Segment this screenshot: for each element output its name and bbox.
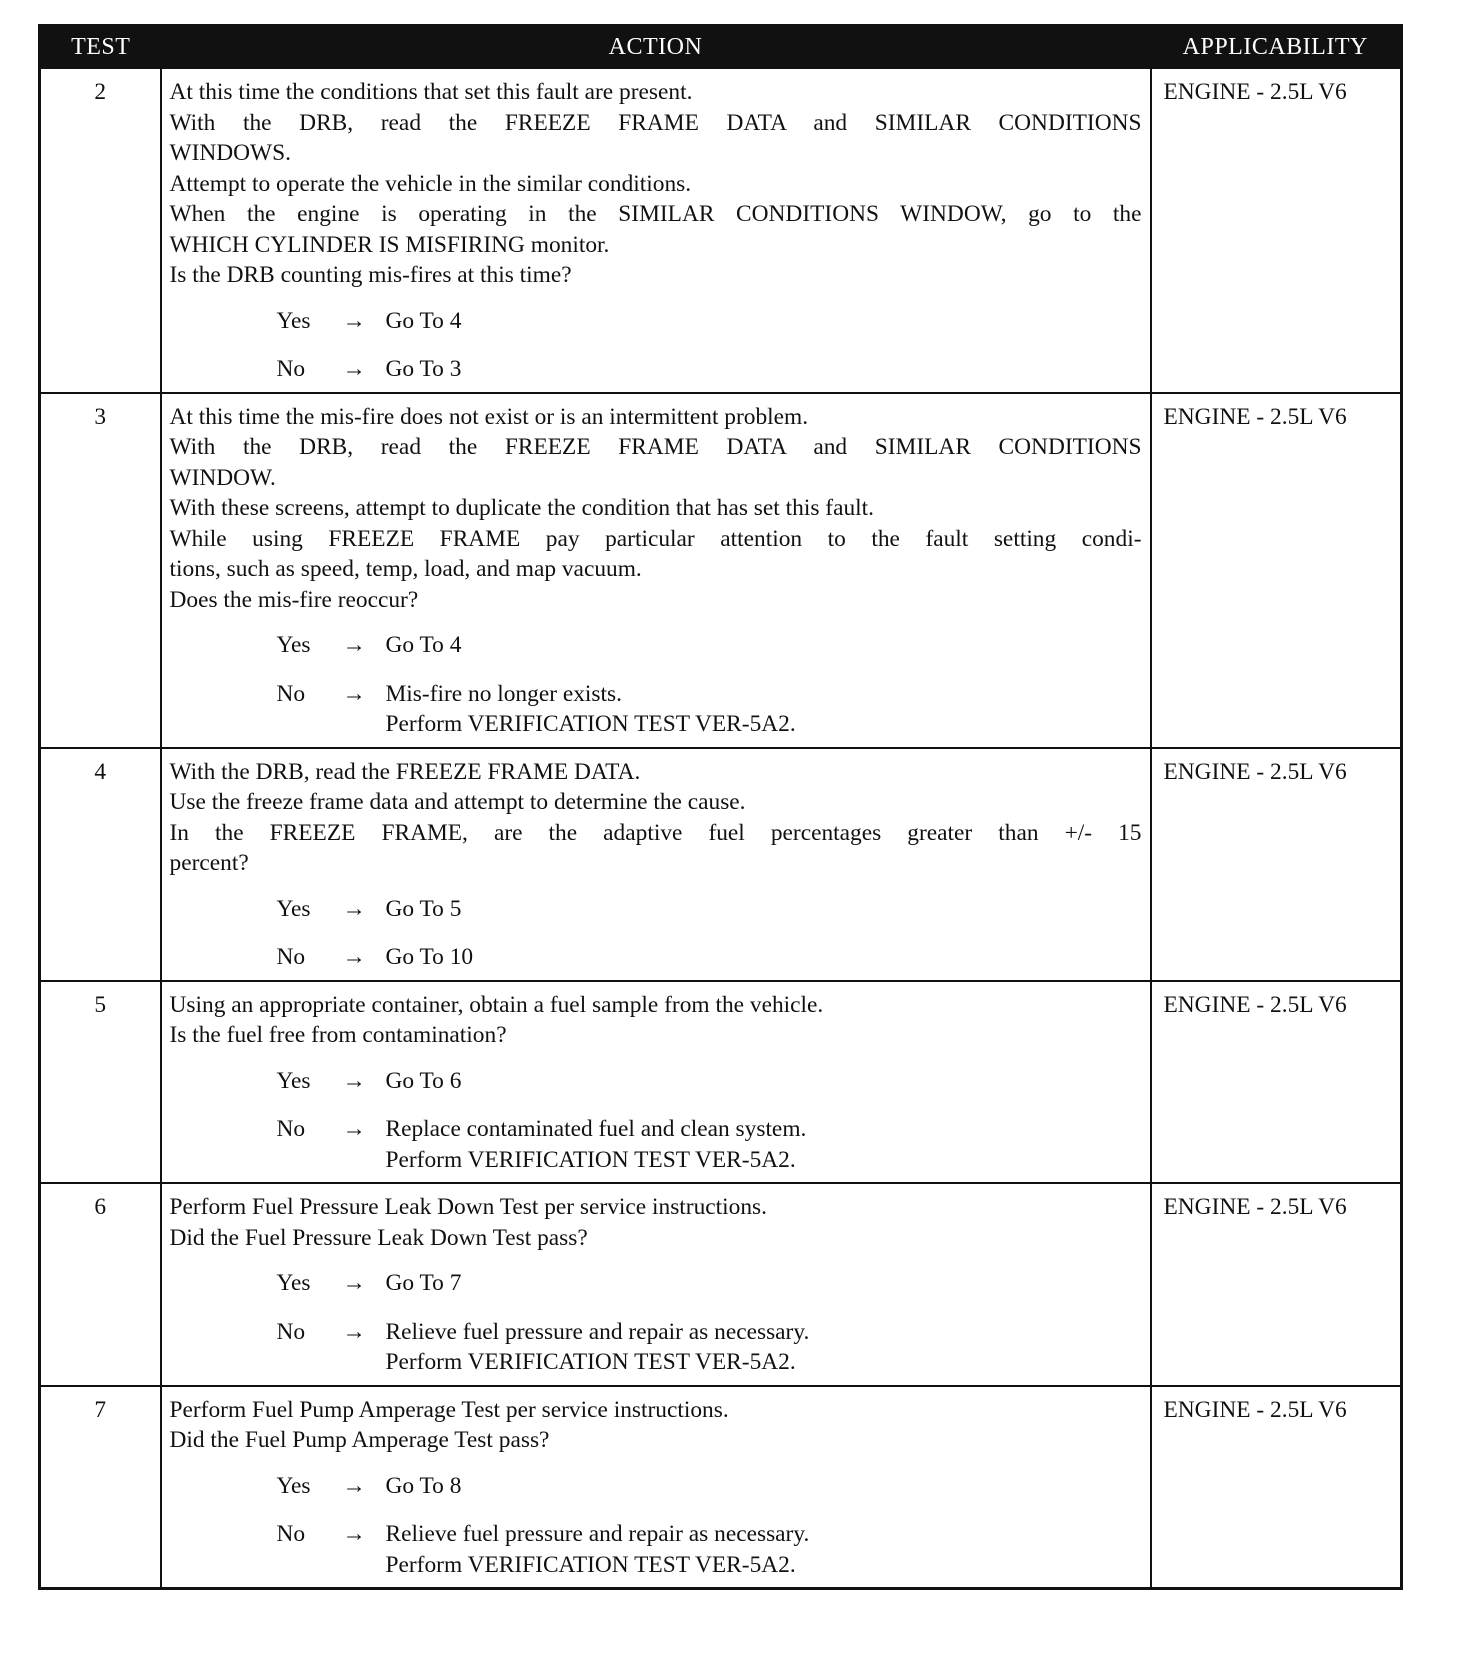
action-text-line: When the engine is operating in the SIMILAR CONDITIONS WINDOW, go to the (169, 201, 1142, 227)
answer-result-line: Go To 8 (385, 1472, 462, 1499)
diagnostic-test-table (38, 24, 1403, 1590)
answer-result-line: Go To 4 (385, 307, 462, 334)
test-row (40, 68, 1402, 393)
answer-label: Yes (276, 1472, 311, 1499)
answer-label: Yes (276, 307, 311, 334)
action-text-line: Perform Fuel Pressure Leak Down Test per service instructions. (169, 1194, 767, 1220)
action-text-line: Perform Fuel Pump Amperage Test per service instructions. (169, 1396, 729, 1423)
action-text-line: percent? (169, 850, 249, 876)
answer-label: Yes (276, 632, 311, 658)
test-number: 3 (40, 393, 161, 748)
action-text-line: Does the mis-fire reoccur? (169, 586, 419, 613)
answer-result-line: Go To 5 (385, 895, 462, 922)
answer-branch (277, 354, 1142, 385)
answer-result (386, 1471, 1142, 1502)
answer-branch (277, 1519, 1142, 1580)
right-arrow-icon: → (342, 680, 366, 707)
answer-result-line: Perform VERIFICATION TEST VER-5A2. (385, 1146, 796, 1173)
answer-result-line: Go To 4 (385, 632, 462, 658)
answer-result-line: Perform VERIFICATION TEST VER-5A2. (385, 711, 796, 737)
action-text-line: With the DRB, read the FREEZE FRAME DATA and SIMILAR CONDITIONS (169, 109, 1142, 136)
answer-result-line: Relieve fuel pressure and repair as necessary. (385, 1318, 810, 1345)
test-number: 4 (40, 748, 161, 981)
test-row (40, 1386, 1402, 1589)
action-text-line: WINDOWS. (169, 140, 291, 166)
answer-result-line: Mis-fire no longer exists. (385, 680, 622, 707)
action-text-line: At this time the conditions that set this fault are present. (169, 79, 693, 105)
right-arrow-icon: → (342, 1067, 366, 1094)
answer-result (386, 354, 1142, 385)
answer-label: No (276, 356, 306, 382)
answer-result-line: Perform VERIFICATION TEST VER-5A2. (385, 1349, 796, 1375)
action-cell (161, 981, 1151, 1184)
action-text-line: Did the Fuel Pressure Leak Down Test pass? (169, 1224, 588, 1251)
right-arrow-icon: → (342, 632, 366, 658)
answer-result-line: Relieve fuel pressure and repair as necessary. (385, 1521, 810, 1547)
header-test: TEST (40, 26, 161, 69)
answer-result (386, 894, 1142, 925)
applicability-cell: ENGINE - 2.5L V6 (1151, 68, 1402, 393)
action-cell (161, 68, 1151, 393)
table-body (40, 68, 1402, 1589)
action-text-line: WINDOW. (169, 464, 276, 491)
answer-label: No (276, 944, 306, 970)
right-arrow-icon: → (342, 307, 366, 334)
answer-branches (277, 1066, 1142, 1176)
answer-result (386, 630, 1142, 661)
applicability-cell: ENGINE - 2.5L V6 (1151, 981, 1402, 1184)
action-text-line: WHICH CYLINDER IS MISFIRING monitor. (169, 231, 610, 258)
answer-branches (277, 630, 1142, 740)
test-row (40, 1183, 1402, 1386)
answer-branch (277, 894, 1142, 925)
answer-branch (277, 1268, 1142, 1299)
answer-label: No (276, 1521, 306, 1547)
action-text-line: Did the Fuel Pump Amperage Test pass? (169, 1427, 550, 1453)
right-arrow-icon: → (342, 895, 366, 922)
answer-result (386, 942, 1142, 973)
right-arrow-icon: → (342, 1472, 366, 1499)
answer-result (386, 1519, 1142, 1580)
answer-branch (277, 942, 1142, 973)
applicability-cell: ENGINE - 2.5L V6 (1151, 1183, 1402, 1386)
test-row (40, 393, 1402, 748)
table-header (40, 26, 1402, 69)
diagnostic-test-table-page (38, 24, 1400, 1590)
action-cell (161, 1183, 1151, 1386)
answer-branch (277, 630, 1142, 661)
action-text-line: Attempt to operate the vehicle in the similar conditions. (169, 170, 692, 197)
answer-label: Yes (276, 1270, 311, 1296)
action-text-line: Is the fuel free from contamination? (169, 1022, 507, 1048)
applicability-cell: ENGINE - 2.5L V6 (1151, 393, 1402, 748)
right-arrow-icon: → (342, 944, 366, 970)
answer-result-line: Go To 3 (385, 356, 462, 382)
action-text-line: At this time the mis-fire does not exist or is an intermittent problem. (169, 403, 809, 430)
answer-result (386, 679, 1142, 740)
answer-result (386, 1317, 1142, 1378)
test-number: 5 (40, 981, 161, 1184)
answer-result (386, 1114, 1142, 1175)
test-number: 2 (40, 68, 161, 393)
applicability-cell: ENGINE - 2.5L V6 (1151, 1386, 1402, 1589)
action-cell (161, 393, 1151, 748)
answer-result-line: Go To 6 (385, 1067, 462, 1094)
test-row (40, 981, 1402, 1184)
action-text-line: With the DRB, read the FREEZE FRAME DATA and SIMILAR CONDITIONS (169, 434, 1142, 460)
action-text-line: Use the freeze frame data and attempt to determine the cause. (169, 789, 746, 815)
action-text-line: Using an appropriate container, obtain a fuel sample from the vehicle. (169, 991, 824, 1018)
header-row (40, 26, 1402, 69)
answer-branches (277, 894, 1142, 973)
answer-branch (277, 1066, 1142, 1097)
action-cell (161, 1386, 1151, 1589)
test-row (40, 748, 1402, 981)
answer-branch (277, 1114, 1142, 1175)
answer-label: No (276, 680, 306, 707)
applicability-cell: ENGINE - 2.5L V6 (1151, 748, 1402, 981)
action-text-line: With the DRB, read the FREEZE FRAME DATA. (169, 758, 641, 785)
answer-branches (277, 306, 1142, 385)
answer-branch (277, 679, 1142, 740)
answer-result (386, 306, 1142, 337)
answer-result (386, 1066, 1142, 1097)
answer-result-line: Replace contaminated fuel and clean system. (385, 1116, 807, 1142)
right-arrow-icon: → (342, 1521, 366, 1547)
answer-label: Yes (276, 895, 311, 922)
right-arrow-icon: → (342, 1116, 366, 1142)
right-arrow-icon: → (342, 1318, 366, 1345)
test-number: 6 (40, 1183, 161, 1386)
answer-result (386, 1268, 1142, 1299)
answer-branches (277, 1471, 1142, 1581)
action-text-line: tions, such as speed, temp, load, and map vacuum. (169, 556, 642, 582)
right-arrow-icon: → (342, 356, 366, 382)
answer-branch (277, 1471, 1142, 1502)
answer-branch (277, 1317, 1142, 1378)
header-action: ACTION (161, 26, 1151, 69)
action-cell (161, 748, 1151, 981)
action-text-line: While using FREEZE FRAME pay particular attention to the fault setting condi- (169, 525, 1142, 552)
header-applicability: APPLICABILITY (1151, 26, 1402, 69)
action-text-line: With these screens, attempt to duplicate the condition that has set this fault. (169, 495, 874, 521)
action-text-line: Is the DRB counting mis-fires at this time? (169, 262, 572, 288)
test-number: 7 (40, 1386, 161, 1589)
answer-branch (277, 306, 1142, 337)
answer-label: Yes (276, 1067, 311, 1094)
answer-label: No (276, 1318, 306, 1345)
answer-result-line: Go To 10 (385, 944, 474, 970)
answer-branches (277, 1268, 1142, 1378)
answer-label: No (276, 1116, 306, 1142)
answer-result-line: Perform VERIFICATION TEST VER-5A2. (385, 1551, 796, 1578)
answer-result-line: Go To 7 (385, 1270, 462, 1296)
action-text-line: In the FREEZE FRAME, are the adaptive fuel percentages greater than +/- 15 (169, 819, 1142, 846)
right-arrow-icon: → (342, 1270, 366, 1296)
